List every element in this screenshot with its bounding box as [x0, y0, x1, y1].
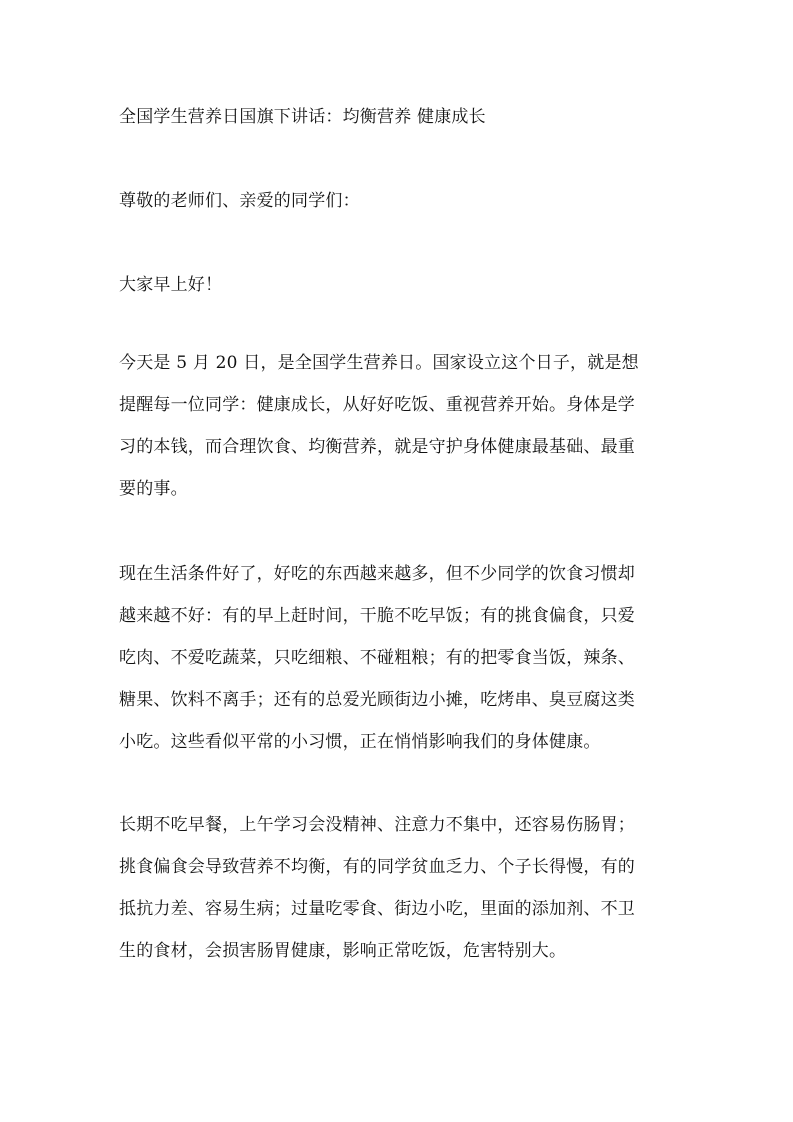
title-line: 全国学生营养日国旗下讲话：均衡营养 健康成长 — [119, 107, 486, 127]
paragraph-line: 糖果、饮料不离手；还有的总爱光顾街边小摊，吃烤串、臭豆腐这类 — [119, 690, 635, 710]
paragraph-2 — [119, 553, 679, 763]
paragraph-line: 小吃。这些看似平常的小习惯，正在悄悄影响我们的身体健康。 — [119, 732, 601, 752]
paragraph-line: 抵抗力差、容易生病；过量吃零食、街边小吃，里面的添加剂、不卫 — [119, 899, 635, 919]
paragraph-line: 提醒每一位同学：健康成长，从好好吃饭、重视营养开始。身体是学 — [119, 395, 635, 415]
paragraph-line: 越来越不好：有的早上赶时间，干脆不吃早饭；有的挑食偏食，只爱 — [119, 606, 635, 626]
paragraph-line: 现在生活条件好了，好吃的东西越来越多，但不少同学的饮食习惯却 — [119, 564, 635, 584]
salutation — [119, 180, 679, 222]
paragraph-line: 生的食材，会损害肠胃健康，影响正常吃饭，危害特别大。 — [119, 941, 567, 961]
greeting-line: 大家早上好！ — [119, 275, 223, 295]
paragraph-line: 要的事。 — [119, 479, 188, 499]
paragraph-line: 今天是 5 月 20 日，是全国学生营养日。国家设立这个日子，就是想 — [119, 353, 639, 373]
paragraph-line: 挑食偏食会导致营养不均衡，有的同学贫血乏力、个子长得慢，有的 — [119, 857, 635, 877]
paragraph-line: 吃肉、不爱吃蔬菜，只吃细粮、不碰粗粮；有的把零食当饭，辣条、 — [119, 648, 635, 668]
paragraph-line: 习的本钱，而合理饮食、均衡营养，就是守护身体健康最基础、最重 — [119, 437, 635, 457]
speech-title — [119, 96, 679, 138]
paragraph-line: 长期不吃早餐，上午学习会没精神、注意力不集中，还容易伤肠胃； — [119, 815, 635, 835]
salutation-line: 尊敬的老师们、亲爱的同学们： — [119, 191, 360, 211]
greeting — [119, 264, 679, 306]
paragraph-1 — [119, 342, 679, 510]
paragraph-3 — [119, 804, 679, 972]
